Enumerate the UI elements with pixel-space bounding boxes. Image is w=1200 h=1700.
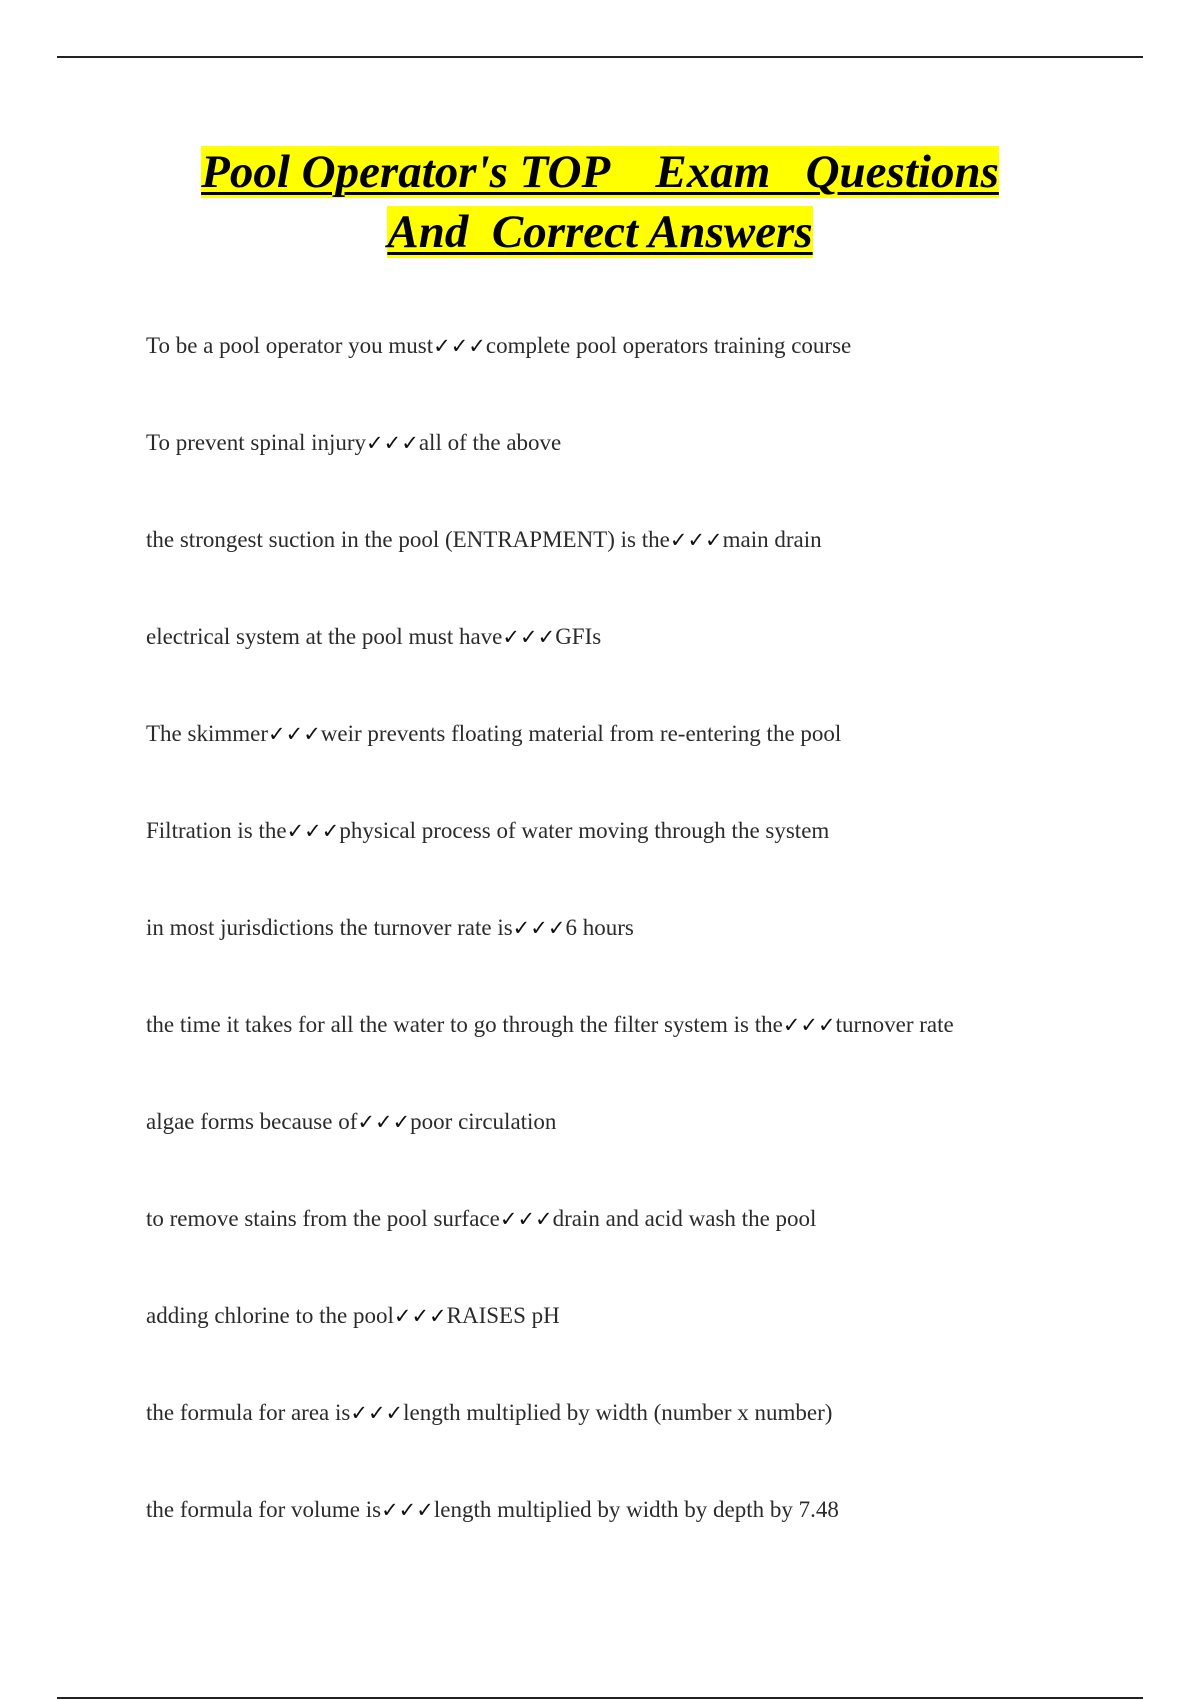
answer-text: RAISES pH xyxy=(446,1303,560,1328)
checkmarks-separator: ✓✓✓ xyxy=(512,916,566,940)
qa-item xyxy=(146,1495,1146,1592)
question-text: To be a pool operator you must xyxy=(146,333,434,358)
qa-item xyxy=(146,1107,1146,1204)
qa-item xyxy=(146,719,1146,816)
checkmarks-separator: ✓✓✓ xyxy=(357,1110,411,1134)
answer-text: physical process of water moving through the system xyxy=(339,818,830,843)
top-rule xyxy=(57,56,1143,58)
checkmarks-separator: ✓✓✓ xyxy=(381,1498,434,1522)
qa-item xyxy=(146,1398,1146,1495)
answer-text: turnover rate xyxy=(835,1012,954,1037)
question-text: the strongest suction in the pool (ENTRAPMENT) is the xyxy=(146,527,670,552)
question-text: algae forms because of xyxy=(146,1109,358,1134)
qa-item xyxy=(146,428,1146,525)
qa-item xyxy=(146,622,1146,719)
question-text: to remove stains from the pool surface xyxy=(146,1206,500,1231)
question-text: To prevent spinal injury xyxy=(146,430,367,455)
answer-text: complete pool operators training course xyxy=(485,333,852,358)
checkmarks-separator: ✓✓✓ xyxy=(350,1401,404,1425)
question-text: Filtration is the xyxy=(146,818,287,843)
checkmarks-separator: ✓✓✓ xyxy=(268,722,321,746)
answer-text: length multiplied by width by depth by 7.48 xyxy=(433,1497,839,1522)
qa-item xyxy=(146,816,1146,913)
qa-item xyxy=(146,1301,1146,1398)
checkmarks-separator: ✓✓✓ xyxy=(499,1207,553,1231)
answer-text: drain and acid wash the pool xyxy=(552,1206,817,1231)
checkmarks-separator: ✓✓✓ xyxy=(393,1304,447,1328)
answer-text: 6 hours xyxy=(565,915,634,940)
answer-text: main drain xyxy=(722,527,822,552)
question-text: The skimmer xyxy=(146,721,268,746)
question-text: adding chlorine to the pool xyxy=(146,1303,394,1328)
title-line-2: And Correct Answers xyxy=(387,206,813,258)
answer-text: weir prevents floating material from re-entering the pool xyxy=(320,721,842,746)
checkmarks-separator: ✓✓✓ xyxy=(782,1013,836,1037)
qa-item xyxy=(146,525,1146,622)
question-text: the formula for area is xyxy=(146,1400,351,1425)
question-text: electrical system at the pool must have xyxy=(146,624,503,649)
answer-text: all of the above xyxy=(418,430,562,455)
checkmarks-separator: ✓✓✓ xyxy=(502,625,556,649)
question-text: the formula for volume is xyxy=(146,1497,382,1522)
checkmarks-separator: ✓✓✓ xyxy=(366,431,419,455)
answer-text: length multiplied by width (number x number) xyxy=(403,1400,833,1425)
bottom-rule xyxy=(57,1697,1143,1699)
qa-item xyxy=(146,331,1146,428)
checkmarks-separator: ✓✓✓ xyxy=(286,819,340,843)
checkmarks-separator: ✓✓✓ xyxy=(669,528,723,552)
answer-text: poor circulation xyxy=(410,1109,557,1134)
qa-list xyxy=(146,331,1146,1592)
answer-text: GFIs xyxy=(555,624,602,649)
qa-item xyxy=(146,913,1146,1010)
document-title xyxy=(0,142,1200,262)
title-line-1: Pool Operator's TOP Exam Questions xyxy=(201,146,999,198)
question-text: the time it takes for all the water to go through the filter system is the xyxy=(146,1012,783,1037)
qa-item xyxy=(146,1010,1146,1107)
qa-item xyxy=(146,1204,1146,1301)
question-text: in most jurisdictions the turnover rate is xyxy=(146,915,513,940)
checkmarks-separator: ✓✓✓ xyxy=(433,334,486,358)
